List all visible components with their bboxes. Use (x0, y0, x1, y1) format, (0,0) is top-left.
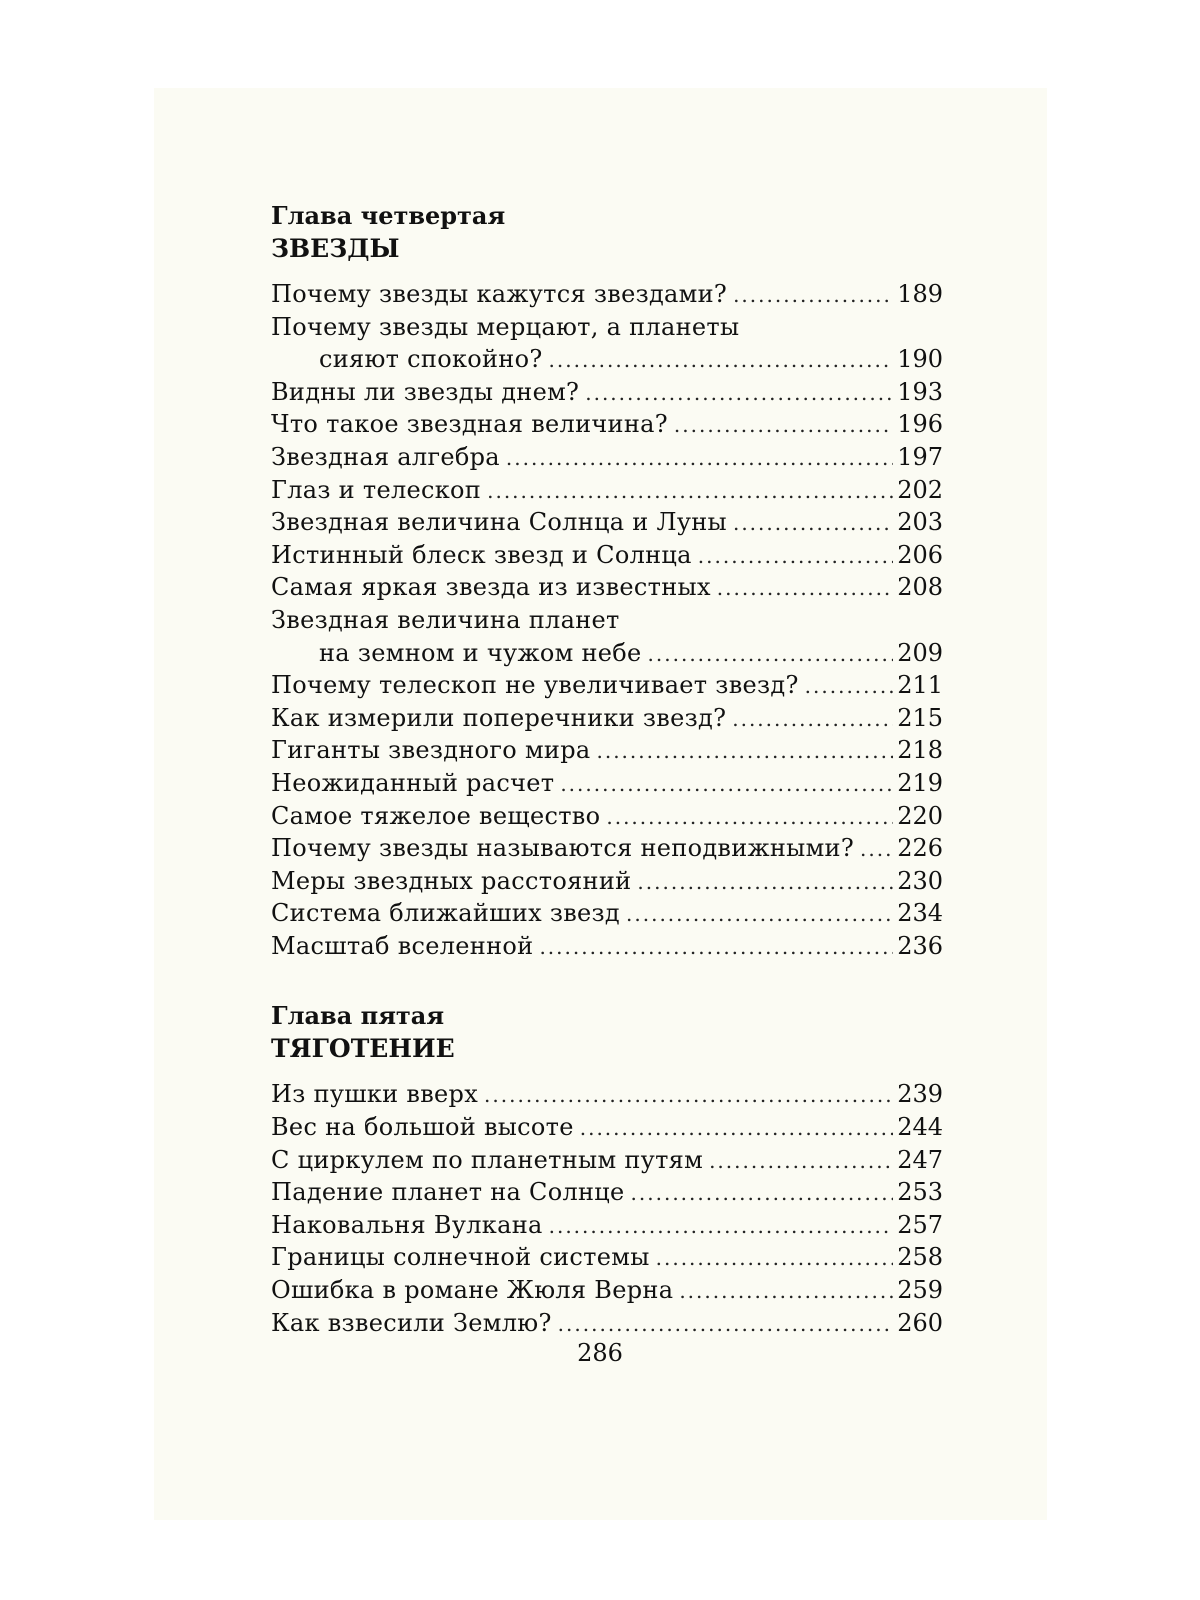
dot-leader (656, 1242, 894, 1275)
toc-entry-title-line (271, 311, 943, 344)
dot-leader (679, 1275, 893, 1308)
toc-entry-title: Что такое звездная величина? (271, 410, 668, 439)
toc-entry (271, 376, 943, 409)
toc-entry (271, 278, 943, 311)
toc-entry-title: С циркулем по планетным путям (271, 1145, 704, 1174)
chapter-label: Глава пятая (271, 1001, 445, 1031)
toc-entry (271, 1111, 943, 1144)
toc-page-number: 257 (897, 1210, 943, 1239)
toc-entry (271, 343, 943, 376)
dot-leader (805, 670, 894, 703)
toc-page-number: 244 (897, 1113, 943, 1142)
toc-entry (271, 408, 943, 441)
chapter-title: ЗВЕЗДЫ (271, 234, 400, 263)
toc-page-number: 260 (897, 1308, 943, 1337)
toc-page-number: 230 (897, 866, 943, 895)
toc-entry-title: Границы солнечной системы (271, 1243, 650, 1272)
dot-leader (733, 507, 893, 540)
chapter-label: Глава четвертая (271, 201, 506, 230)
dot-leader (549, 344, 894, 377)
dot-leader (539, 931, 893, 964)
toc-page-number: 202 (897, 475, 943, 504)
toc-page-number: 196 (897, 410, 943, 439)
toc-entry-title: Самая яркая звезда из известных (271, 573, 711, 602)
toc-entry-title: Почему звезды мерцают, а планеты (271, 312, 740, 341)
toc-entry-title: Почему звезды называются неподвижными? (271, 834, 855, 863)
dot-leader (860, 833, 893, 866)
toc-entry (271, 1209, 943, 1242)
page-number: 286 (577, 1339, 623, 1367)
toc-entry (271, 637, 943, 670)
dot-leader (549, 1210, 894, 1243)
toc-page-number: 253 (897, 1178, 943, 1207)
toc-page-number: 206 (897, 540, 943, 569)
toc-entry (271, 474, 943, 507)
toc-entry (271, 571, 943, 604)
toc-page-number: 215 (897, 703, 943, 732)
toc-entry-title: Падение планет на Солнце (271, 1178, 625, 1207)
dot-leader (596, 735, 893, 768)
toc-entry-title: Звездная величина планет (271, 605, 620, 634)
toc-page-number: 189 (897, 280, 943, 308)
chapter-section (271, 1000, 943, 1339)
dot-leader (717, 572, 893, 605)
toc-page-number: 193 (897, 377, 943, 406)
toc-list (271, 278, 943, 962)
toc-page-number: 259 (897, 1276, 943, 1305)
dot-leader (606, 801, 893, 834)
toc-entry-title: Меры звездных расстояний (271, 866, 632, 895)
toc-page-number: 247 (897, 1145, 943, 1174)
toc-entry-title: Масштаб вселенной (271, 931, 534, 960)
toc-entry-title: Из пушки вверх (271, 1080, 479, 1109)
toc-entry (271, 767, 943, 800)
toc-entry (271, 734, 943, 767)
toc-page-number: 203 (897, 508, 943, 537)
toc-entry (271, 832, 943, 865)
toc-entry-title: Наковальня Вулкана (271, 1210, 543, 1239)
toc-entry (271, 930, 943, 963)
toc-page-number: 190 (897, 345, 943, 374)
toc-page-number: 208 (897, 573, 943, 602)
dot-leader (580, 1112, 893, 1145)
dot-leader (674, 409, 893, 442)
toc-entry (271, 441, 943, 474)
dot-leader (484, 1079, 893, 1112)
toc-entry-title: Как измерили поперечники звезд? (271, 703, 727, 732)
toc-page-number: 234 (897, 899, 943, 928)
toc-entry (271, 702, 943, 735)
toc-entry-title: Истинный блеск звезд и Солнца (271, 540, 692, 569)
toc-page-number: 209 (897, 638, 943, 667)
toc-entry (271, 669, 943, 702)
toc-entry-title: Видны ли звезды днем? (271, 377, 580, 406)
toc-entry-title: Гиганты звездного мира (271, 736, 591, 765)
toc-entry-continuation: сияют спокойно? (319, 345, 543, 374)
toc-page-number: 197 (897, 442, 943, 471)
toc-entry-title: Почему звезды кажутся звездами? (271, 280, 728, 308)
dot-leader (637, 866, 893, 899)
toc-page-number: 219 (897, 768, 943, 797)
toc-entry-title: Самое тяжелое вещество (271, 801, 601, 830)
toc-entry-title: Неожиданный расчет (271, 768, 555, 797)
toc-entry (271, 800, 943, 833)
dot-leader (585, 377, 893, 410)
dot-leader (732, 703, 893, 736)
toc-entry (271, 1274, 943, 1307)
toc-entry (271, 1144, 943, 1177)
toc-entry-title: Как взвесили Землю? (271, 1308, 552, 1337)
dot-leader (733, 279, 893, 312)
chapter-section (271, 200, 943, 962)
toc-entry (271, 539, 943, 572)
chapter-title: ТЯГОТЕНИЕ (271, 1034, 455, 1064)
toc-entry (271, 897, 943, 930)
toc-page-number: 239 (897, 1080, 943, 1109)
dot-leader (558, 1308, 894, 1341)
toc-page-number: 211 (897, 671, 943, 700)
toc-entry (271, 1078, 943, 1111)
dot-leader (698, 540, 893, 573)
table-of-contents (271, 200, 943, 1339)
toc-entry-title-line (271, 604, 943, 637)
dot-leader (487, 475, 893, 508)
toc-page-number: 226 (897, 834, 943, 863)
toc-entry-title: Ошибка в романе Жюля Верна (271, 1276, 674, 1305)
toc-entry (271, 1176, 943, 1209)
toc-entry-title: Вес на большой высоте (271, 1113, 574, 1142)
toc-entry-title: Почему телескоп не увеличивает звезд? (271, 671, 799, 700)
dot-leader (631, 1177, 894, 1210)
toc-entry (271, 1307, 943, 1340)
dot-leader (506, 442, 893, 475)
toc-entry (271, 506, 943, 539)
toc-entry (271, 1241, 943, 1274)
dot-leader (648, 638, 894, 671)
toc-page-number: 218 (897, 736, 943, 765)
toc-page-number: 258 (897, 1243, 943, 1272)
toc-page-number: 236 (897, 931, 943, 960)
dot-leader (709, 1145, 893, 1178)
toc-entry-title: Звездная величина Солнца и Луны (271, 508, 727, 537)
toc-entry-continuation: на земном и чужом небе (319, 638, 642, 667)
dot-leader (626, 898, 893, 931)
toc-page-number: 220 (897, 801, 943, 830)
toc-entry (271, 865, 943, 898)
toc-entry-title: Звездная алгебра (271, 442, 500, 471)
toc-list (271, 1078, 943, 1339)
toc-entry-title: Глаз и телескоп (271, 475, 482, 504)
toc-entry-title: Система ближайших звезд (271, 899, 621, 928)
dot-leader (560, 768, 893, 801)
